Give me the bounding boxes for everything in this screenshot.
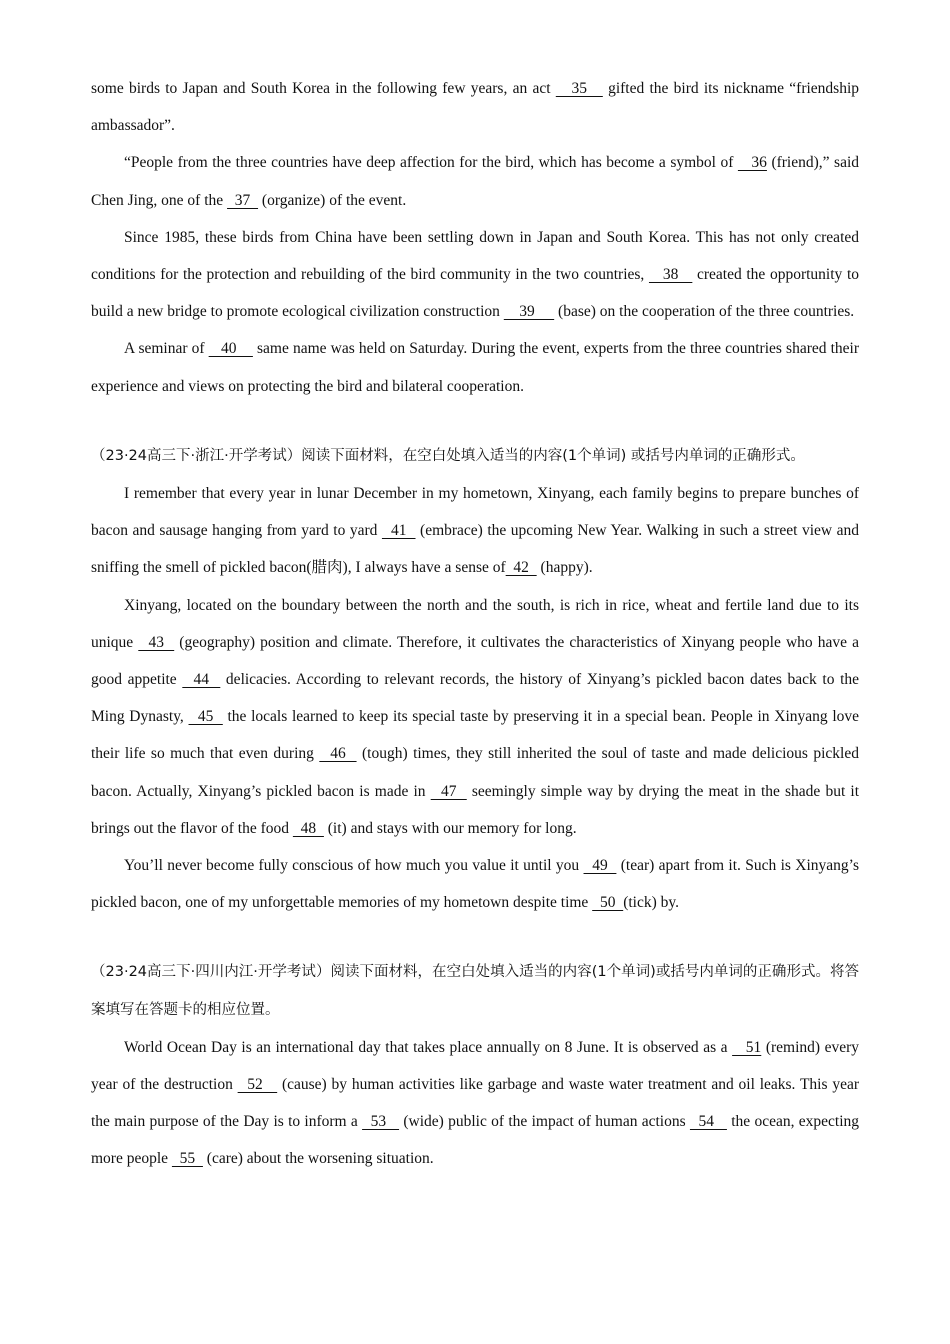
paragraph: “People from the three countries have deep affection for the bird, which has become a symbol of 36 (friend),” said Chen Jing, one of the 37 (organize) of the event. [91,154,860,209]
blank-44[interactable]: 44 [182,671,221,689]
blank-51[interactable]: 51 [732,1038,762,1056]
blank-43[interactable]: 43 [138,633,175,651]
section-header: （23·24高三下·浙江·开学考试）阅读下面材料，在空白处填入适当的内容(1个单词) 或括号内单词的正确形式。 [91,447,805,464]
blank-49[interactable]: 49 [583,857,617,875]
blank-46[interactable]: 46 [319,745,357,763]
paragraph: You’ll never become fully conscious of how much you value it until you 49 (tear) apart from it. Such is Xinyang’s pickled bacon, one of my unforgettable memories of my hometown despite time 50 (tick) by. [91,857,860,912]
section-gap [91,405,859,438]
blank-36[interactable]: 36 [737,154,767,172]
blank-42[interactable]: 42 [505,559,537,577]
blank-35[interactable]: 35 [555,80,603,97]
paragraph: A seminar of 40 same name was held on Saturday. During the event, experts from the three countries shared their experience and views on protecting the bird and bilateral cooperation. [91,340,860,395]
paragraph: some birds to Japan and South Korea in the following few years, an act 35 gifted the bird its nickname “friendship ambassador”. [91,80,860,135]
paragraph: World Ocean Day is an international day that takes place annually on 8 June. It is observed as a 51 (remind) every year of the destruction 52 (cause) by human activities like garbage and waste water treatment and oil leaks. This year the main purpose of the Day is to inform a 53 (wide) public of the impact of human actions 54 the ocean, expecting more people 55 (care) about the worsening situation. [91,1038,860,1168]
blank-55[interactable]: 55 [171,1150,203,1168]
blank-38[interactable]: 38 [648,266,693,284]
blank-47[interactable]: 47 [430,782,467,800]
paragraph: I remember that every year in lunar December in my hometown, Xinyang, each family begins to prepare bunches of bacon and sausage hanging from yard to yard 41 (embrace) the upcoming New Year. Walking in such a street view and sniffing the smell of pickled bacon(腊肉), I always have a sense of 42 (happy). [91,485,860,577]
blank-52[interactable]: 52 [237,1076,278,1094]
blank-45[interactable]: 45 [188,708,223,726]
blank-37[interactable]: 37 [227,191,259,209]
blank-41[interactable]: 41 [381,522,416,540]
blank-53[interactable]: 53 [362,1113,400,1131]
blank-50[interactable]: 50 [592,894,624,912]
blank-40[interactable]: 40 [208,340,253,358]
document-page [91,70,859,1178]
section-gap [91,921,859,954]
blank-48[interactable]: 48 [292,819,324,837]
section-header: （23·24高三下·四川内江·开学考试）阅读下面材料，在空白处填入适当的内容(1个单词)或括号内单词的正确形式。将答案填写在答题卡的相应位置。 [91,964,859,1018]
paragraph: Since 1985, these birds from China have been settling down in Japan and South Korea. This has not only created conditions for the protection and rebuilding of the bird community in the two countries, 38 created the opportunity to build a new bridge to promote ecological civilization construction 39 (base) on the cooperation of the three countries. [91,228,859,321]
blank-39[interactable]: 39 [503,303,555,321]
paragraph: Xinyang, located on the boundary between the north and the south, is rich in rice, wheat and fertile land due to its unique 43 (geography) position and climate. Therefore, it cultivates the characteristics of Xinyang people who have a good appetite 44 delicacies. According to relevant records, the history of Xinyang’s pickled bacon dates back to the Ming Dynasty, 45 the locals learned to keep its special taste by preserving it in a special bean. People in Xinyang love their life so much that even during 46 (tough) times, they still inherited the soul of taste and made delicious pickled bacon. Actually, Xinyang’s pickled bacon is made in 47 seemingly simple way by drying the meat in the shade but it brings out the flavor of the food 48 (it) and stays with our memory for long. [91,596,860,837]
blank-54[interactable]: 54 [689,1113,727,1131]
